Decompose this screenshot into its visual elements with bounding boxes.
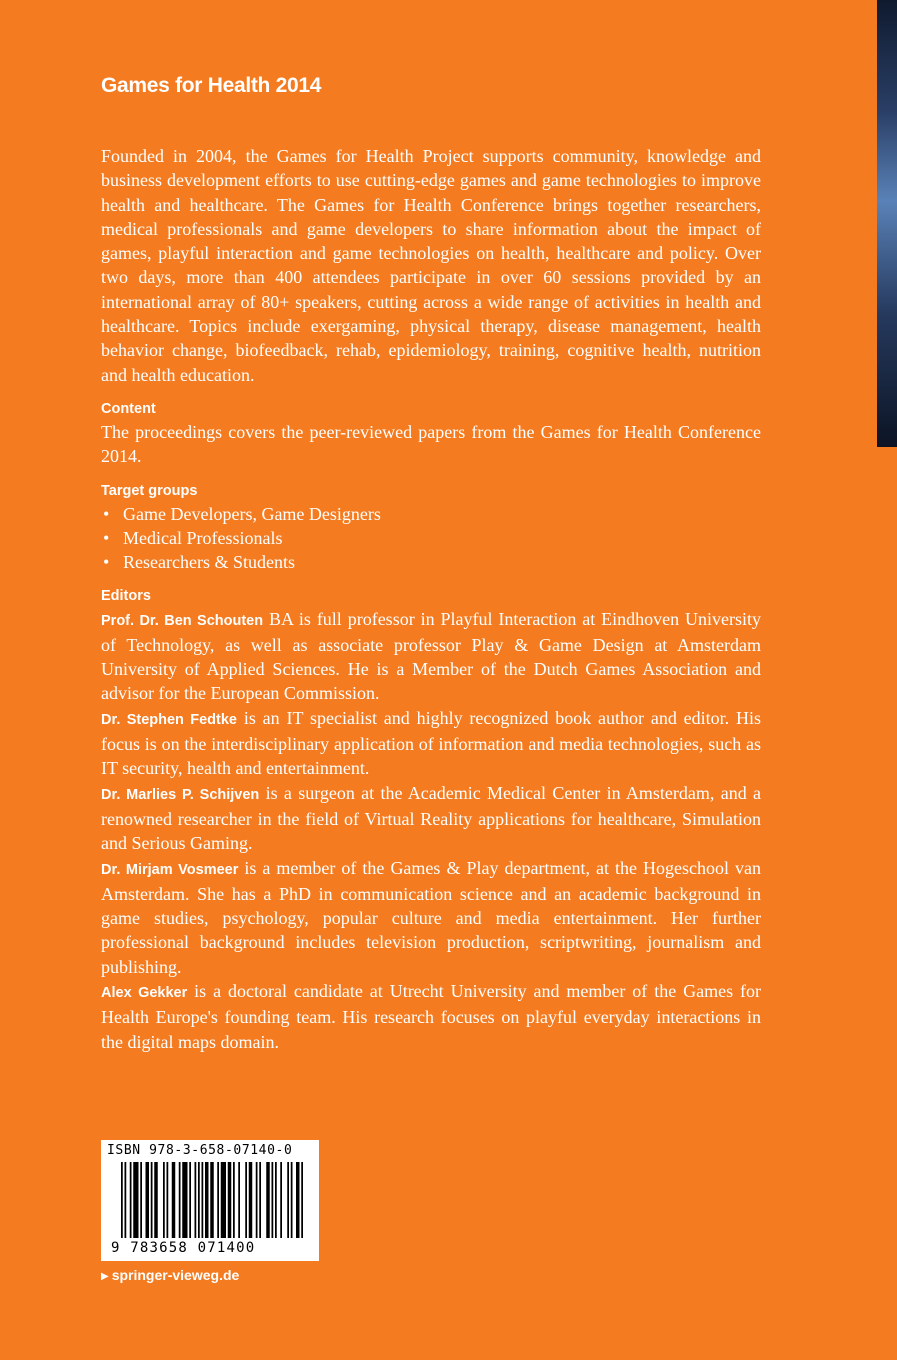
content-text: The proceedings covers the peer-reviewed papers from the Games for Health Conference 2014.: [101, 421, 761, 467]
editor-name: Dr. Mirjam Vosmeer: [101, 861, 239, 878]
barcode-bar: [151, 1162, 153, 1238]
editor-description: is an IT specialist and highly recognized book author and editor. His focus is on the interdisciplinary application of information and media technologies, such as IT security, health and entertainment.: [101, 707, 761, 779]
editor-name: Alex Gekker: [101, 985, 188, 1002]
barcode-bar: [205, 1162, 209, 1238]
content-heading: Content: [101, 400, 156, 417]
editor-bio: [101, 781, 761, 856]
cover-edge-image: [877, 0, 897, 447]
barcode-bar: [202, 1162, 204, 1238]
editor-bio: [101, 856, 761, 979]
barcode-bar: [221, 1162, 226, 1238]
barcode-bar: [266, 1162, 270, 1238]
back-cover-text: [101, 74, 761, 1054]
barcode-bar: [167, 1162, 169, 1238]
barcode-bar: [228, 1162, 232, 1238]
list-item: • Medical Professionals: [101, 526, 761, 550]
publisher-url-text: springer-vieweg.de: [111, 1267, 240, 1283]
list-item: • Researchers & Students: [101, 550, 761, 574]
barcode-bar: [233, 1162, 235, 1238]
barcode-bar: [140, 1162, 142, 1238]
barcode-bar: [238, 1162, 240, 1238]
barcode-bar: [163, 1162, 165, 1238]
barcode-bar: [130, 1162, 132, 1238]
editor-name: Dr. Stephen Fedtke: [101, 711, 237, 728]
editors-heading: Editors: [101, 587, 151, 604]
content-section: [101, 399, 761, 469]
barcode-bar: [189, 1162, 191, 1238]
barcode-bar: [198, 1162, 200, 1238]
intro-paragraph: Founded in 2004, the Games for Health Project supports community, knowledge and business development efforts to use cutting-edge games and game technologies to improve health and healthcare. The Games for Health Conference brings together researchers, medical professionals and game developers to share information about the impact of games, playful interaction and game technologies on health, healthcare and policy. Over two days, more than 400 attendees participate in over 60 sessions provided by an international array of 80+ speakers, cutting across a wide range of activities in health and healthcare. Topics include exergaming, physical therapy, disease management, health behavior change, biofeedback, rehab, epidemiology, training, cognitive health, nutrition and health education.: [101, 146, 761, 385]
barcode-bar: [280, 1162, 282, 1238]
barcode-bar: [249, 1162, 253, 1238]
barcode-bar: [256, 1162, 258, 1238]
barcode-bar: [179, 1162, 181, 1238]
editor-bio: [101, 979, 761, 1054]
editor-description: BA is full professor in Playful Interaction at Eindhoven University of Technology, as well as associate professor Play & Game Design at Amsterdam University of Applied Sciences. He is a Member of the Dutch Games Association and advisor for the European Commission.: [101, 608, 761, 704]
barcode-bar: [125, 1162, 127, 1238]
editor-name: Dr. Marlies P. Schijven: [101, 786, 260, 803]
editor-description: is a surgeon at the Academic Medical Center in Amsterdam, and a renowned researcher in the field of Virtual Reality applications for healthcare, Simulation and Serious Gaming.: [101, 782, 761, 854]
barcode-bar: [259, 1162, 261, 1238]
editor-description: is a member of the Games & Play department, at the Hogeschool van Amsterdam. She has a PhD in communication science and an academic background in game studies, psychology, popular culture and media entertainment. Her further professional background includes television production, scriptwriting, journalism and publishing.: [101, 857, 761, 977]
barcode-bar: [182, 1162, 187, 1238]
editors-section: [101, 586, 761, 1054]
isbn-barcode: [101, 1140, 319, 1261]
editor-bio: [101, 706, 761, 781]
publisher-url[interactable]: [101, 1267, 239, 1283]
target-groups-list: [101, 502, 761, 574]
barcode-bar: [291, 1162, 293, 1238]
barcode-bars: [121, 1162, 311, 1238]
book-title: Games for Health 2014: [101, 74, 322, 97]
barcode-bar: [210, 1162, 214, 1238]
arrow-right-icon: ▶: [101, 1271, 109, 1282]
barcode-bar: [121, 1162, 123, 1238]
target-groups-heading: Target groups: [101, 482, 198, 499]
barcode-bar: [154, 1162, 158, 1238]
barcode-bar: [272, 1162, 274, 1238]
barcode-bar: [217, 1162, 219, 1238]
barcode-bar: [146, 1162, 150, 1238]
editor-bio: [101, 607, 761, 706]
barcode-bar: [296, 1162, 300, 1238]
barcode-bar: [287, 1162, 289, 1238]
list-item: • Game Developers, Game Designers: [101, 502, 761, 526]
isbn-label: ISBN 978-3-658-07140-0: [107, 1143, 293, 1158]
barcode-bar: [275, 1162, 277, 1238]
editor-description: is a doctoral candidate at Utrecht University and member of the Games for Health Europe's founding team. His research focuses on playful everyday interactions in the digital maps domain.: [101, 981, 761, 1052]
barcode-bar: [301, 1162, 303, 1238]
barcode-bar: [245, 1162, 247, 1238]
barcode-digits: 9 783658 071400: [111, 1240, 256, 1256]
barcode-bar: [195, 1162, 197, 1238]
barcode-bar: [172, 1162, 176, 1238]
target-groups-section: [101, 481, 761, 574]
barcode-bar: [133, 1162, 138, 1238]
editor-name: Prof. Dr. Ben Schouten: [101, 612, 264, 629]
